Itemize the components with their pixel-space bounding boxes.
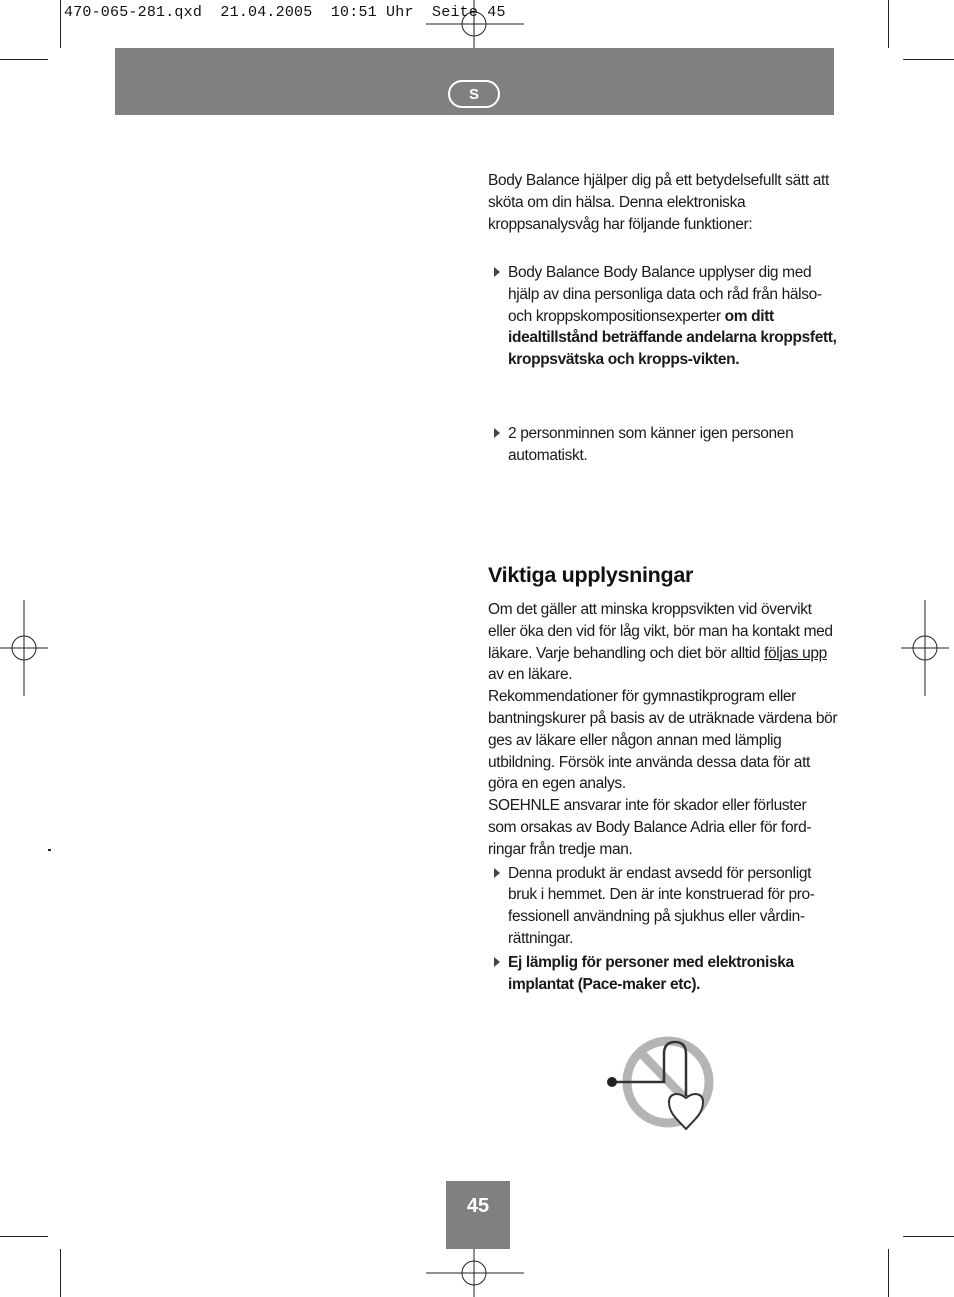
- warning-item: [488, 952, 838, 996]
- triangle-bullet-icon: [494, 868, 500, 878]
- feature-item: [488, 423, 838, 467]
- p1-text: Om det gäller att minska kroppsvikten vid övervikt eller öka den vid för låg vikt, bör man ha kontakt med läkare. Varje behandling och diet bör alltid: [488, 601, 833, 662]
- underlined-text: följas upp: [764, 644, 827, 662]
- feature-text: 2 personminnen som känner igen personen automatiskt.: [508, 425, 794, 464]
- intro-paragraph: [488, 170, 838, 235]
- print-slug: 470-065-281.qxd 21.04.2005 10:51 Uhr Seite 45: [64, 4, 506, 21]
- crop-mark: [903, 59, 954, 60]
- crop-mark: [0, 59, 48, 60]
- triangle-bullet-icon: [494, 428, 500, 438]
- feature-item: [488, 262, 838, 371]
- crop-mark: [888, 0, 889, 48]
- p1-end: av en läkare.: [488, 666, 573, 684]
- registration-mark-icon: [426, 0, 524, 48]
- crop-mark: [903, 1236, 954, 1237]
- page-number: 45: [446, 1181, 510, 1249]
- stray-mark: [48, 849, 51, 851]
- feature-list: [488, 262, 838, 371]
- feature-bold-text: om ditt idealtillstånd beträffande andelarna kroppsfett, kroppsvätska och kropps-vikten.: [508, 307, 837, 369]
- crop-mark: [60, 0, 61, 48]
- registration-mark-icon: [0, 600, 48, 696]
- section-heading: Viktiga upplysningar: [488, 563, 694, 587]
- intro-text: Body Balance hjälper dig på ett betydelsefullt sätt att sköta om din hälsa. Denna elektroniska kroppsanalysvåg har följande funktioner:: [488, 172, 829, 233]
- crop-mark: [60, 1249, 61, 1297]
- important-paragraph-1: [488, 599, 838, 686]
- important-paragraph-2: Rekommendationer för gymnastikprogram eller bantningskurer på basis av de uträknade värdena bör ges av läkare eller någon annan med lämplig utbildning. Försök inte använda dessa data för att göra en egen analys.: [488, 688, 838, 793]
- crop-mark: [0, 1236, 48, 1237]
- triangle-bullet-icon: [494, 267, 500, 277]
- registration-mark-icon: [426, 1249, 524, 1297]
- language-badge: S: [448, 80, 500, 108]
- feature-text: Body Balance Body Balance upplyser dig med hjälp av dina personliga data och råd från hälso- och kroppskompositionsexperter: [508, 264, 822, 325]
- important-section: [488, 599, 838, 995]
- registration-mark-icon: [901, 600, 949, 696]
- no-pacemaker-icon: [600, 1032, 720, 1132]
- important-paragraph-3: SOEHNLE ansvarar inte för skador eller förluster som orsakas av Body Balance Adria eller för ford-ringar från tredje man.: [488, 797, 812, 858]
- crop-mark: [888, 1249, 889, 1297]
- warning-text: Denna produkt är endast avsedd för personligt bruk i hemmet. Den är inte konstruerad för pro-fessionell användning på sjukhus eller vårdin-rättningar.: [508, 864, 815, 947]
- feature-list-2: [488, 423, 838, 467]
- warning-bold-text: Ej lämplig för personer med elektroniska implantat (Pace-maker etc).: [508, 953, 794, 993]
- triangle-bullet-icon: [494, 957, 500, 967]
- warning-item: [488, 863, 838, 950]
